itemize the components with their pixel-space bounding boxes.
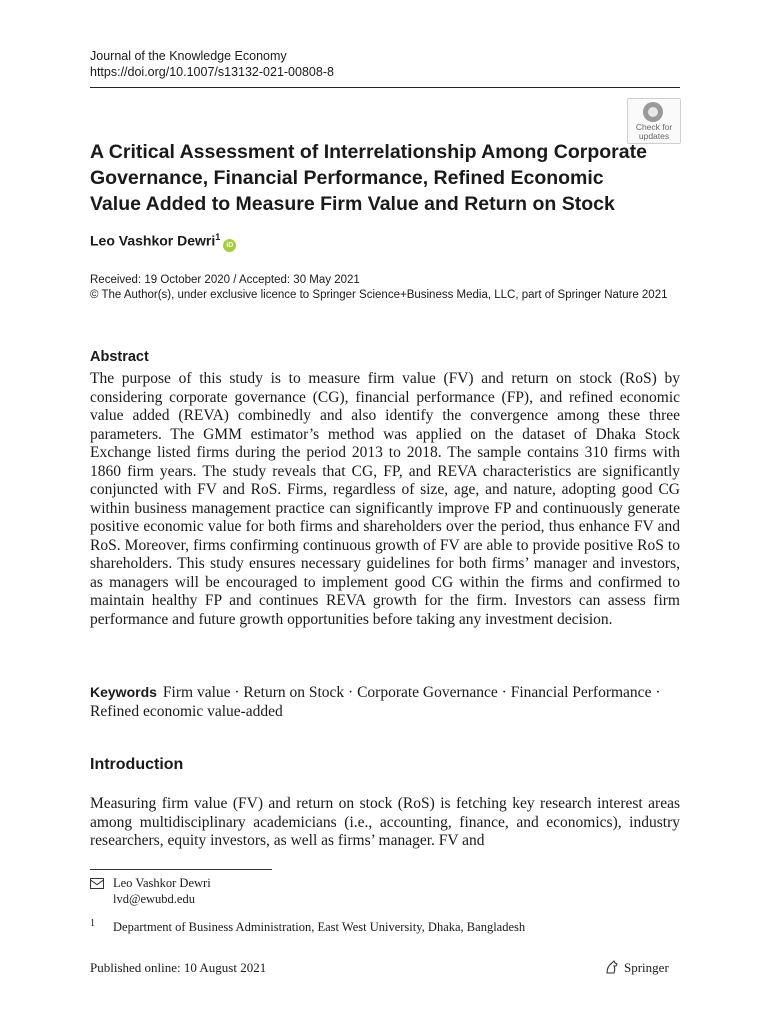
author-name[interactable]: Leo Vashkor Dewri [90, 232, 216, 249]
orcid-icon[interactable]: iD [223, 239, 236, 252]
springer-horse-icon [604, 959, 620, 975]
abstract-text: The purpose of this study is to measure firm value (FV) and return on stock (RoS) by considering corporate governance (CG), financial performance (FP), and refined economic value added (REVA) combinedly and also identify the convergence among these three parameters. The GMM estimator’s method was applied on the dataset of Dhaka Stock Exchange listed firms during the period 2013 to 2018. The sample contains 310 firms with 1860 firm years. The study reveals that CG, FP, and REVA characteristics are significantly conjuncted with FV and RoS. Firms, regardless of size, age, and nature, adopting good CG within business management practice can significantly improve FP and continuously generate positive economic value for both firms and shareholders over the period, thus enhance FV and RoS. Moreover, firms confirming continuous growth of FV are able to provide positive RoS to shareholders. This study ensures necessary guidelines for both firms’ manager and investors, as managers will be encouraged to implement good CG within the firms and confirmed to maintain healthy FP and continues REVA growth for the firm. Investors can assess firm performance and future growth opportunities before taking any investment decision. [90, 370, 680, 628]
abstract-heading: Abstract [90, 349, 149, 365]
copyright: © The Author(s), under exclusive licence to Springer Science+Business Media, LLC, part of Springer Nature 2021 [90, 289, 668, 301]
introduction-text: Measuring firm value (FV) and return on stock (RoS) is fetching key research interest areas among multidisciplinary academicians (i.e., accounting, finance, and economics), industry researchers, equity investors, as well as firms’ manager. FV and [90, 795, 680, 849]
keywords [90, 683, 680, 721]
envelope-icon [90, 878, 104, 889]
footnote-email[interactable]: lvd@ewubd.edu [113, 891, 195, 906]
article-title: A Critical Assessment of Interrelationship Among Corporate Governance, Financial Performance, Refined Economic Value Added to Measure Firm Value and Return on Stock [90, 141, 647, 215]
keywords-text: Firm value · Return on Stock · Corporate Governance · Financial Performance · Refined economic value-added [90, 684, 661, 720]
keywords-label: Keywords [90, 684, 157, 700]
journal-name: Journal of the Knowledge Economy [90, 49, 287, 63]
footnote-rule [90, 869, 272, 870]
affiliation: Department of Business Administration, East West University, Dhaka, Bangladesh [113, 920, 526, 934]
author-affil-mark: 1 [215, 232, 221, 242]
published-date: Published online: 10 August 2021 [90, 960, 267, 975]
footnote-author-name: Leo Vashkor Dewri [113, 876, 211, 890]
publisher-name: Springer [624, 960, 669, 975]
affiliation-number: 1 [90, 918, 95, 929]
journal-header [90, 48, 334, 80]
doi-link[interactable]: https://doi.org/10.1007/s13132-021-00808-8 [90, 65, 334, 79]
author-line [90, 232, 236, 252]
check-for-updates-icon [643, 102, 663, 122]
corresponding-author [113, 876, 211, 907]
article-meta [90, 273, 680, 303]
dates: Received: 19 October 2020 / Accepted: 30 May 2021 [90, 274, 360, 286]
badge-line-1: Check for [635, 122, 673, 132]
header-rule [90, 87, 680, 88]
introduction-heading: Introduction [90, 756, 184, 773]
badge-line-2: updates [638, 131, 670, 141]
check-for-updates-badge[interactable] [627, 98, 681, 144]
